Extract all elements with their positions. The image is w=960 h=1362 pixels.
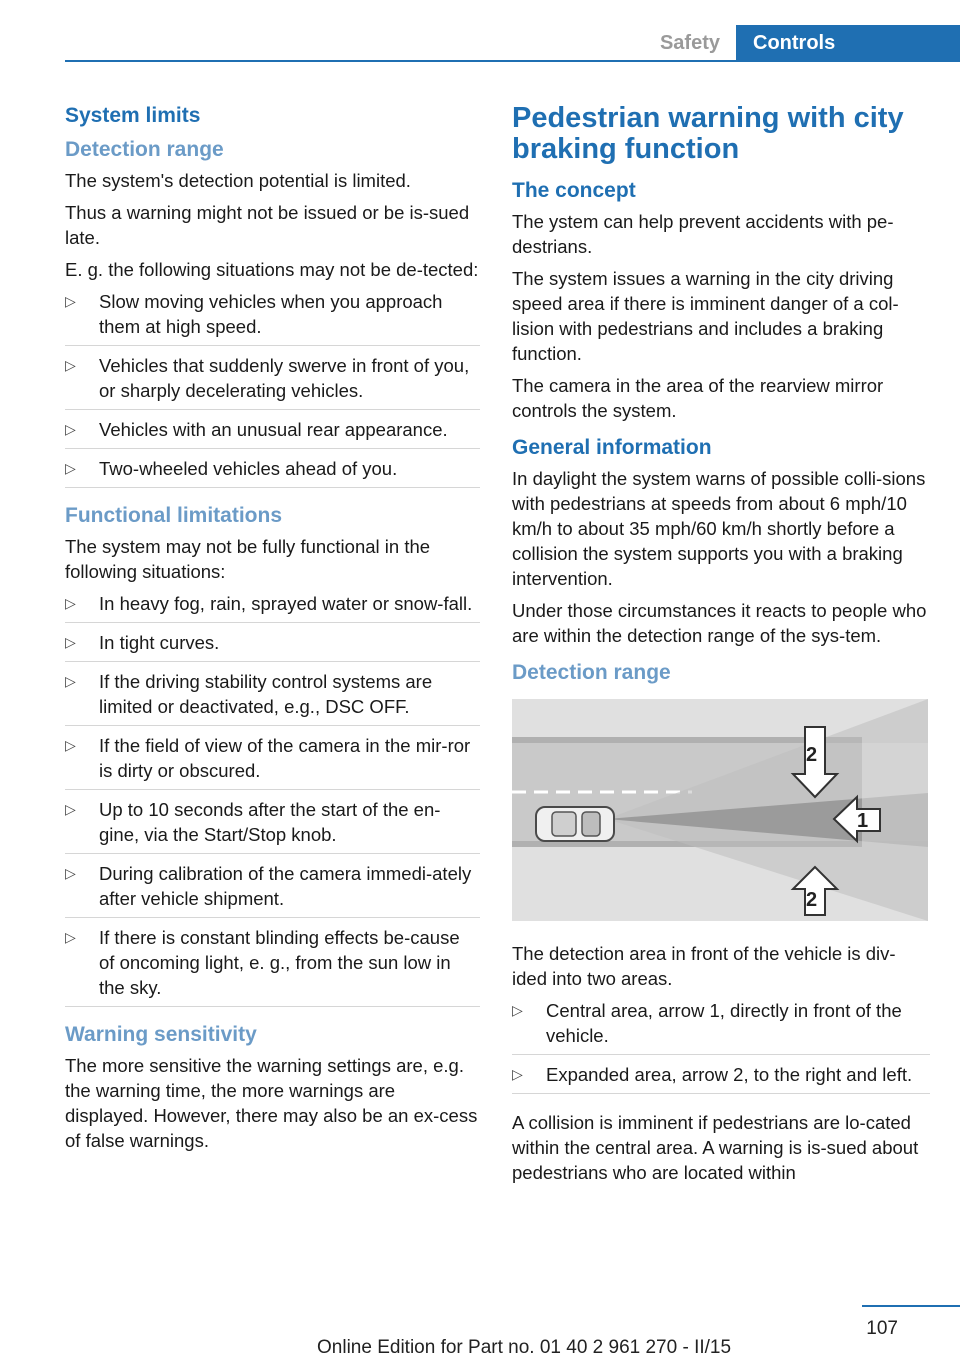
- triangle-bullet-icon: ▷: [65, 421, 76, 437]
- paragraph: The detection area in front of the vehicle is div-ided into two areas.: [512, 943, 896, 989]
- detection-range-figure: [512, 699, 928, 921]
- triangle-bullet-icon: ▷: [65, 293, 76, 309]
- footer-rule: [862, 1305, 960, 1307]
- triangle-bullet-icon: ▷: [65, 357, 76, 373]
- heading-functional-limitations: Functional limitations: [65, 504, 283, 527]
- triangle-bullet-icon: ▷: [65, 801, 76, 817]
- detection-areas-list: [512, 998, 930, 1094]
- heading-system-limits: System limits: [65, 104, 201, 127]
- triangle-bullet-icon: ▷: [65, 929, 76, 945]
- list-item: ▷ Two-wheeled vehicles ahead of you.: [65, 456, 480, 488]
- edition-text: Online Edition for Part no. 01 40 2 961 270 - II/15: [317, 1337, 732, 1358]
- triangle-bullet-icon: ▷: [65, 460, 76, 476]
- svg-text:2: 2: [806, 889, 818, 911]
- list-item: ▷ Central area, arrow 1, directly in front of the vehicle.: [512, 998, 930, 1055]
- tab-controls[interactable]: Controls: [736, 25, 960, 62]
- triangle-bullet-icon: ▷: [65, 737, 76, 753]
- triangle-bullet-icon: ▷: [65, 634, 76, 650]
- list-item: ▷ During calibration of the camera immedi-ately after vehicle shipment.: [65, 861, 480, 918]
- list-item: ▷ If there is constant blinding effects be-cause of oncoming light, e. g., from the sun low in the sky.: [65, 925, 480, 1007]
- list-item: ▷ In heavy fog, rain, sprayed water or snow-fall.: [65, 591, 480, 623]
- paragraph: The system issues a warning in the city driving speed area if there is imminent danger of a col-lision with pedestrians and includes a braking function.: [512, 268, 899, 364]
- paragraph: Under those circumstances it reacts to people who are within the detection range of the sys-tem.: [512, 600, 927, 646]
- heading-warning-sensitivity: Warning sensitivity: [65, 1023, 257, 1046]
- paragraph: The system may not be fully functional in the following situations:: [65, 536, 431, 582]
- triangle-bullet-icon: ▷: [65, 595, 76, 611]
- paragraph: E. g. the following situations may not be de-tected:: [65, 259, 479, 280]
- list-item: ▷ Up to 10 seconds after the start of the en-gine, via the Start/Stop knob.: [65, 797, 480, 854]
- paragraph: A collision is imminent if pedestrians are lo-cated within the central area. A warning is is-sued about pedestrians who are located within: [512, 1112, 919, 1183]
- car-icon: [536, 807, 614, 841]
- list-item: ▷ Vehicles that suddenly swerve in front of you, or sharply decelerating vehicles.: [65, 353, 480, 410]
- triangle-bullet-icon: ▷: [65, 865, 76, 881]
- paragraph: The ystem can help prevent accidents with pe-destrians.: [512, 211, 894, 257]
- detection-limits-list: [65, 289, 480, 488]
- heading-concept: The concept: [512, 179, 636, 202]
- section-title: Pedestrian warning with city braking function: [512, 102, 904, 165]
- paragraph: Thus a warning might not be issued or be is-sued late.: [65, 202, 470, 248]
- svg-text:1: 1: [857, 810, 869, 832]
- list-item: ▷ Vehicles with an unusual rear appearance.: [65, 417, 480, 449]
- heading-detection-range: Detection range: [65, 138, 224, 161]
- functional-limits-list: [65, 591, 480, 1007]
- list-item: ▷ Slow moving vehicles when you approach them at high speed.: [65, 289, 480, 346]
- paragraph: In daylight the system warns of possible colli-sions with pedestrians at speeds from about 6 mph/10 km/h to about 35 mph/60 km/h shortly before a collision the system supports you with a braking intervention.: [512, 468, 926, 589]
- list-item: ▷ In tight curves.: [65, 630, 480, 662]
- triangle-bullet-icon: ▷: [512, 1066, 523, 1082]
- paragraph: The camera in the area of the rearview mirror controls the system.: [512, 375, 884, 421]
- triangle-bullet-icon: ▷: [65, 673, 76, 689]
- paragraph: The system's detection potential is limited.: [65, 170, 411, 191]
- list-item: ▷ Expanded area, arrow 2, to the right and left.: [512, 1062, 930, 1094]
- tab-safety[interactable]: Safety: [659, 32, 720, 54]
- triangle-bullet-icon: ▷: [512, 1002, 523, 1018]
- heading-detection-range-right: Detection range: [512, 661, 671, 684]
- left-column: [65, 98, 480, 1160]
- heading-general-information: General information: [512, 436, 712, 459]
- page-number: 107: [866, 1318, 898, 1339]
- list-item: ▷ If the field of view of the camera in the mir-ror is dirty or obscured.: [65, 733, 480, 790]
- svg-text:2: 2: [806, 744, 818, 766]
- header-rule: [65, 60, 960, 62]
- list-item: ▷ If the driving stability control systems are limited or deactivated, e.g., DSC OFF.: [65, 669, 480, 726]
- right-column: [512, 98, 930, 1192]
- paragraph: The more sensitive the warning settings are, e.g. the warning time, the more warnings are displayed. However, there may also be an ex-cess of false warnings.: [65, 1055, 478, 1151]
